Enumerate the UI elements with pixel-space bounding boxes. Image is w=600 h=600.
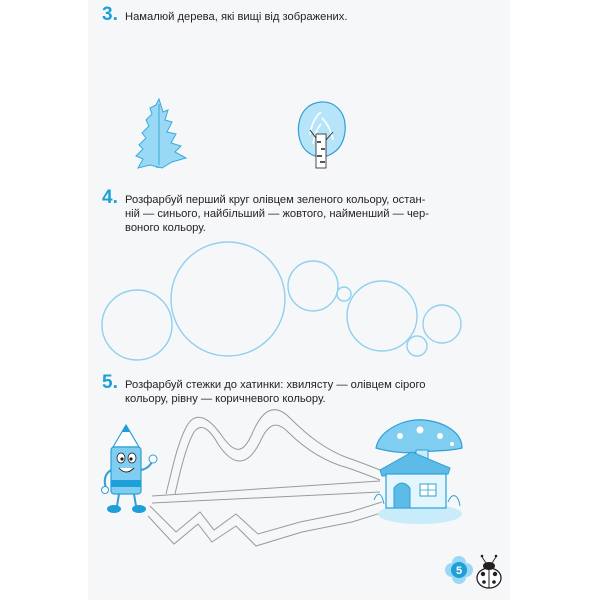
circle-smallest [337, 287, 351, 301]
ladybug-icon [477, 555, 501, 588]
circle-medium [288, 261, 338, 311]
task-4-line-1: Розфарбуй перший круг олівцем зеленого кольору, остан- [125, 194, 426, 206]
task-4-number: 4. [102, 187, 118, 208]
task-5-line-2: кольору, рівну — коричневого кольору. [125, 393, 326, 405]
task-3-number: 3. [102, 4, 118, 25]
paths-group [148, 410, 384, 546]
zigzag-path-edge [148, 512, 384, 546]
pencil-character-image [102, 425, 158, 513]
task-5-line-1: Розфарбуй стежки до хатинки: хвилясту — олівцем сірого [125, 379, 426, 391]
circle-large-right [347, 281, 417, 351]
zigzag-path [150, 502, 382, 534]
task-4-line-2: ній — синього, найбільший — жовтого, найменший — чер- [125, 208, 429, 220]
mushroom-house-image [374, 420, 462, 524]
circle-small-bottom [407, 336, 427, 356]
circle-first [102, 290, 172, 360]
task-5-number: 5. [102, 372, 118, 393]
task-3-line: Намалюй дерева, які вищі від зображених. [125, 11, 348, 23]
circle-last [423, 305, 461, 343]
wavy-path-edge [175, 425, 380, 494]
page-number-flower [445, 556, 473, 584]
birch-tree-image [298, 102, 345, 168]
circle-largest [171, 242, 285, 356]
spruce-tree-image [136, 99, 186, 168]
page-number: 5 [455, 565, 463, 577]
task-4-line-3: воного кольору. [125, 222, 206, 234]
circles-group [102, 242, 461, 360]
wavy-path [166, 410, 380, 494]
